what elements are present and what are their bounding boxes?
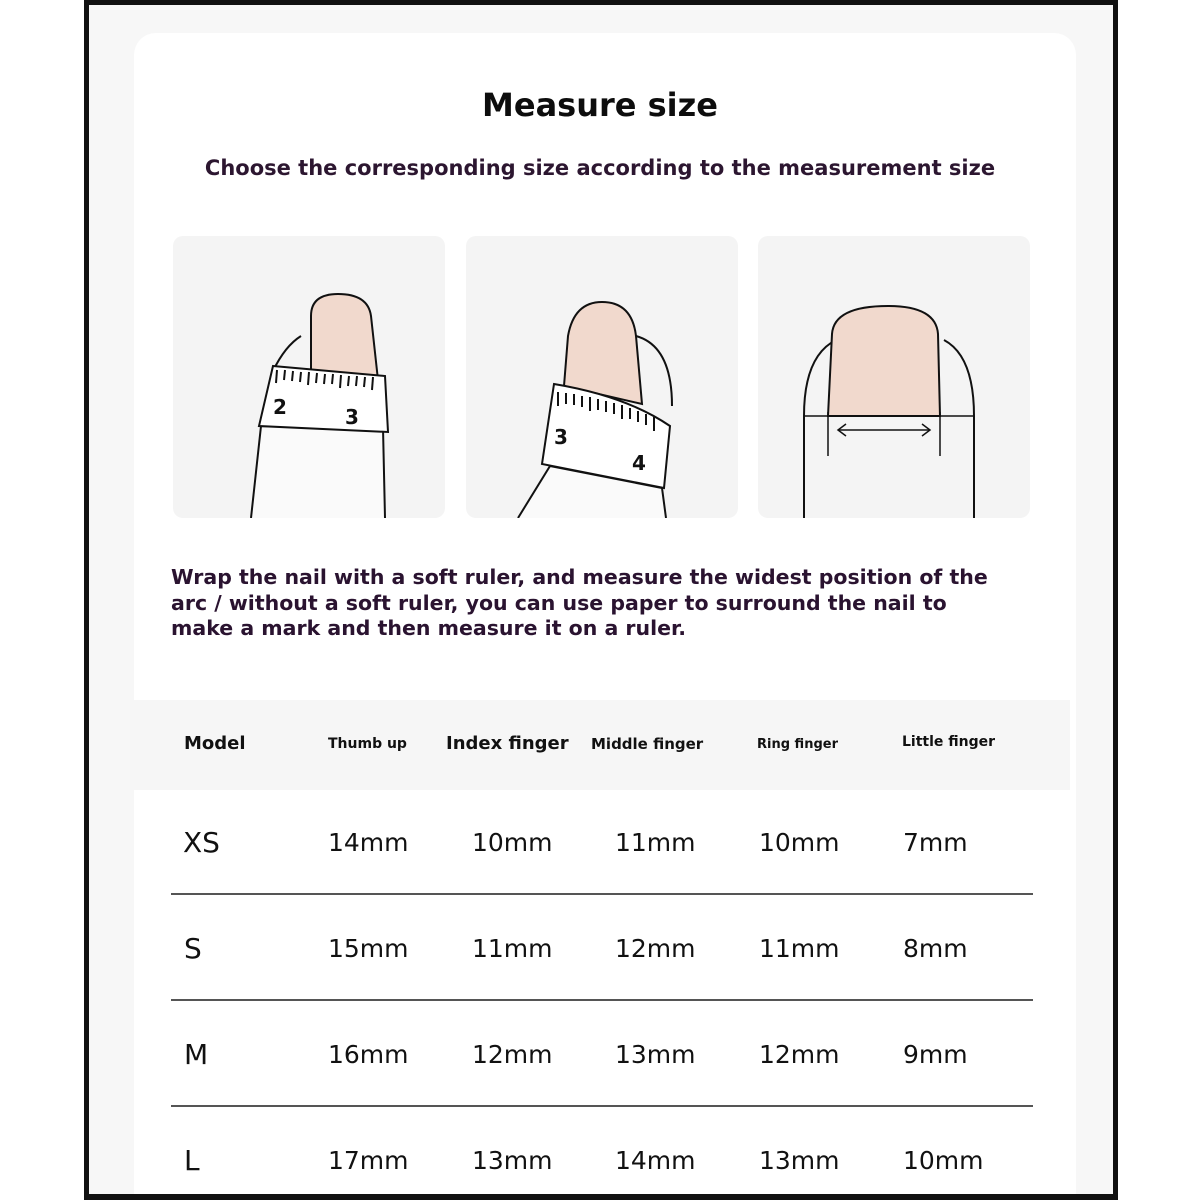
illustration-thumb-ruler: [173, 236, 445, 518]
table-cell: 13mm: [759, 1146, 840, 1175]
row-divider: [171, 893, 1033, 895]
page-subtitle: Choose the corresponding size according to the measurement size: [204, 156, 996, 180]
table-cell: 14mm: [328, 828, 409, 857]
instructions-text: Wrap the nail with a soft ruler, and measure the widest position of the arc / without a soft ruler, you can use paper to surround the nail to make a mark and then measure it on a ruler.: [171, 565, 988, 640]
table-cell: 13mm: [472, 1146, 553, 1175]
table-cell: 11mm: [472, 934, 553, 963]
table-cell: 15mm: [328, 934, 409, 963]
ruler-label: 3: [345, 405, 359, 429]
table-cell: 12mm: [472, 1040, 553, 1069]
finger-ruler-icon: [466, 236, 738, 518]
table-cell: 12mm: [615, 934, 696, 963]
row-divider: [171, 999, 1033, 1001]
ruler-label: 2: [273, 395, 287, 419]
table-cell: 10mm: [903, 1146, 984, 1175]
ruler-label: 3: [554, 425, 568, 449]
nail-width-icon: [758, 236, 1030, 518]
header-index: Index finger: [446, 733, 569, 754]
finger-ruler-icon: [173, 236, 445, 518]
table-cell: 12mm: [759, 1040, 840, 1069]
table-cell: 11mm: [759, 934, 840, 963]
row-model: L: [184, 1144, 200, 1177]
table-cell: 14mm: [615, 1146, 696, 1175]
illustration-finger-ruler: [466, 236, 738, 518]
table-cell: 9mm: [903, 1040, 968, 1069]
header-little: Little finger: [902, 734, 996, 750]
table-cell: 17mm: [328, 1146, 409, 1175]
table-cell: 7mm: [903, 828, 968, 857]
header-thumb: Thumb up: [328, 736, 407, 752]
illustration-nail-width: [758, 236, 1030, 518]
table-cell: 8mm: [903, 934, 968, 963]
table-cell: 11mm: [615, 828, 696, 857]
row-divider: [171, 1105, 1033, 1107]
row-model: M: [184, 1038, 209, 1071]
table-cell: 13mm: [615, 1040, 696, 1069]
ruler-label: 4: [632, 451, 646, 475]
header-ring: Ring finger: [757, 737, 838, 752]
table-cell: 10mm: [759, 828, 840, 857]
page-title: Measure size: [482, 86, 718, 124]
row-model: XS: [183, 826, 220, 859]
table-cell: 10mm: [472, 828, 553, 857]
header-model: Model: [184, 733, 246, 754]
header-middle: Middle finger: [591, 735, 704, 753]
row-model: S: [184, 932, 202, 965]
table-cell: 16mm: [328, 1040, 409, 1069]
